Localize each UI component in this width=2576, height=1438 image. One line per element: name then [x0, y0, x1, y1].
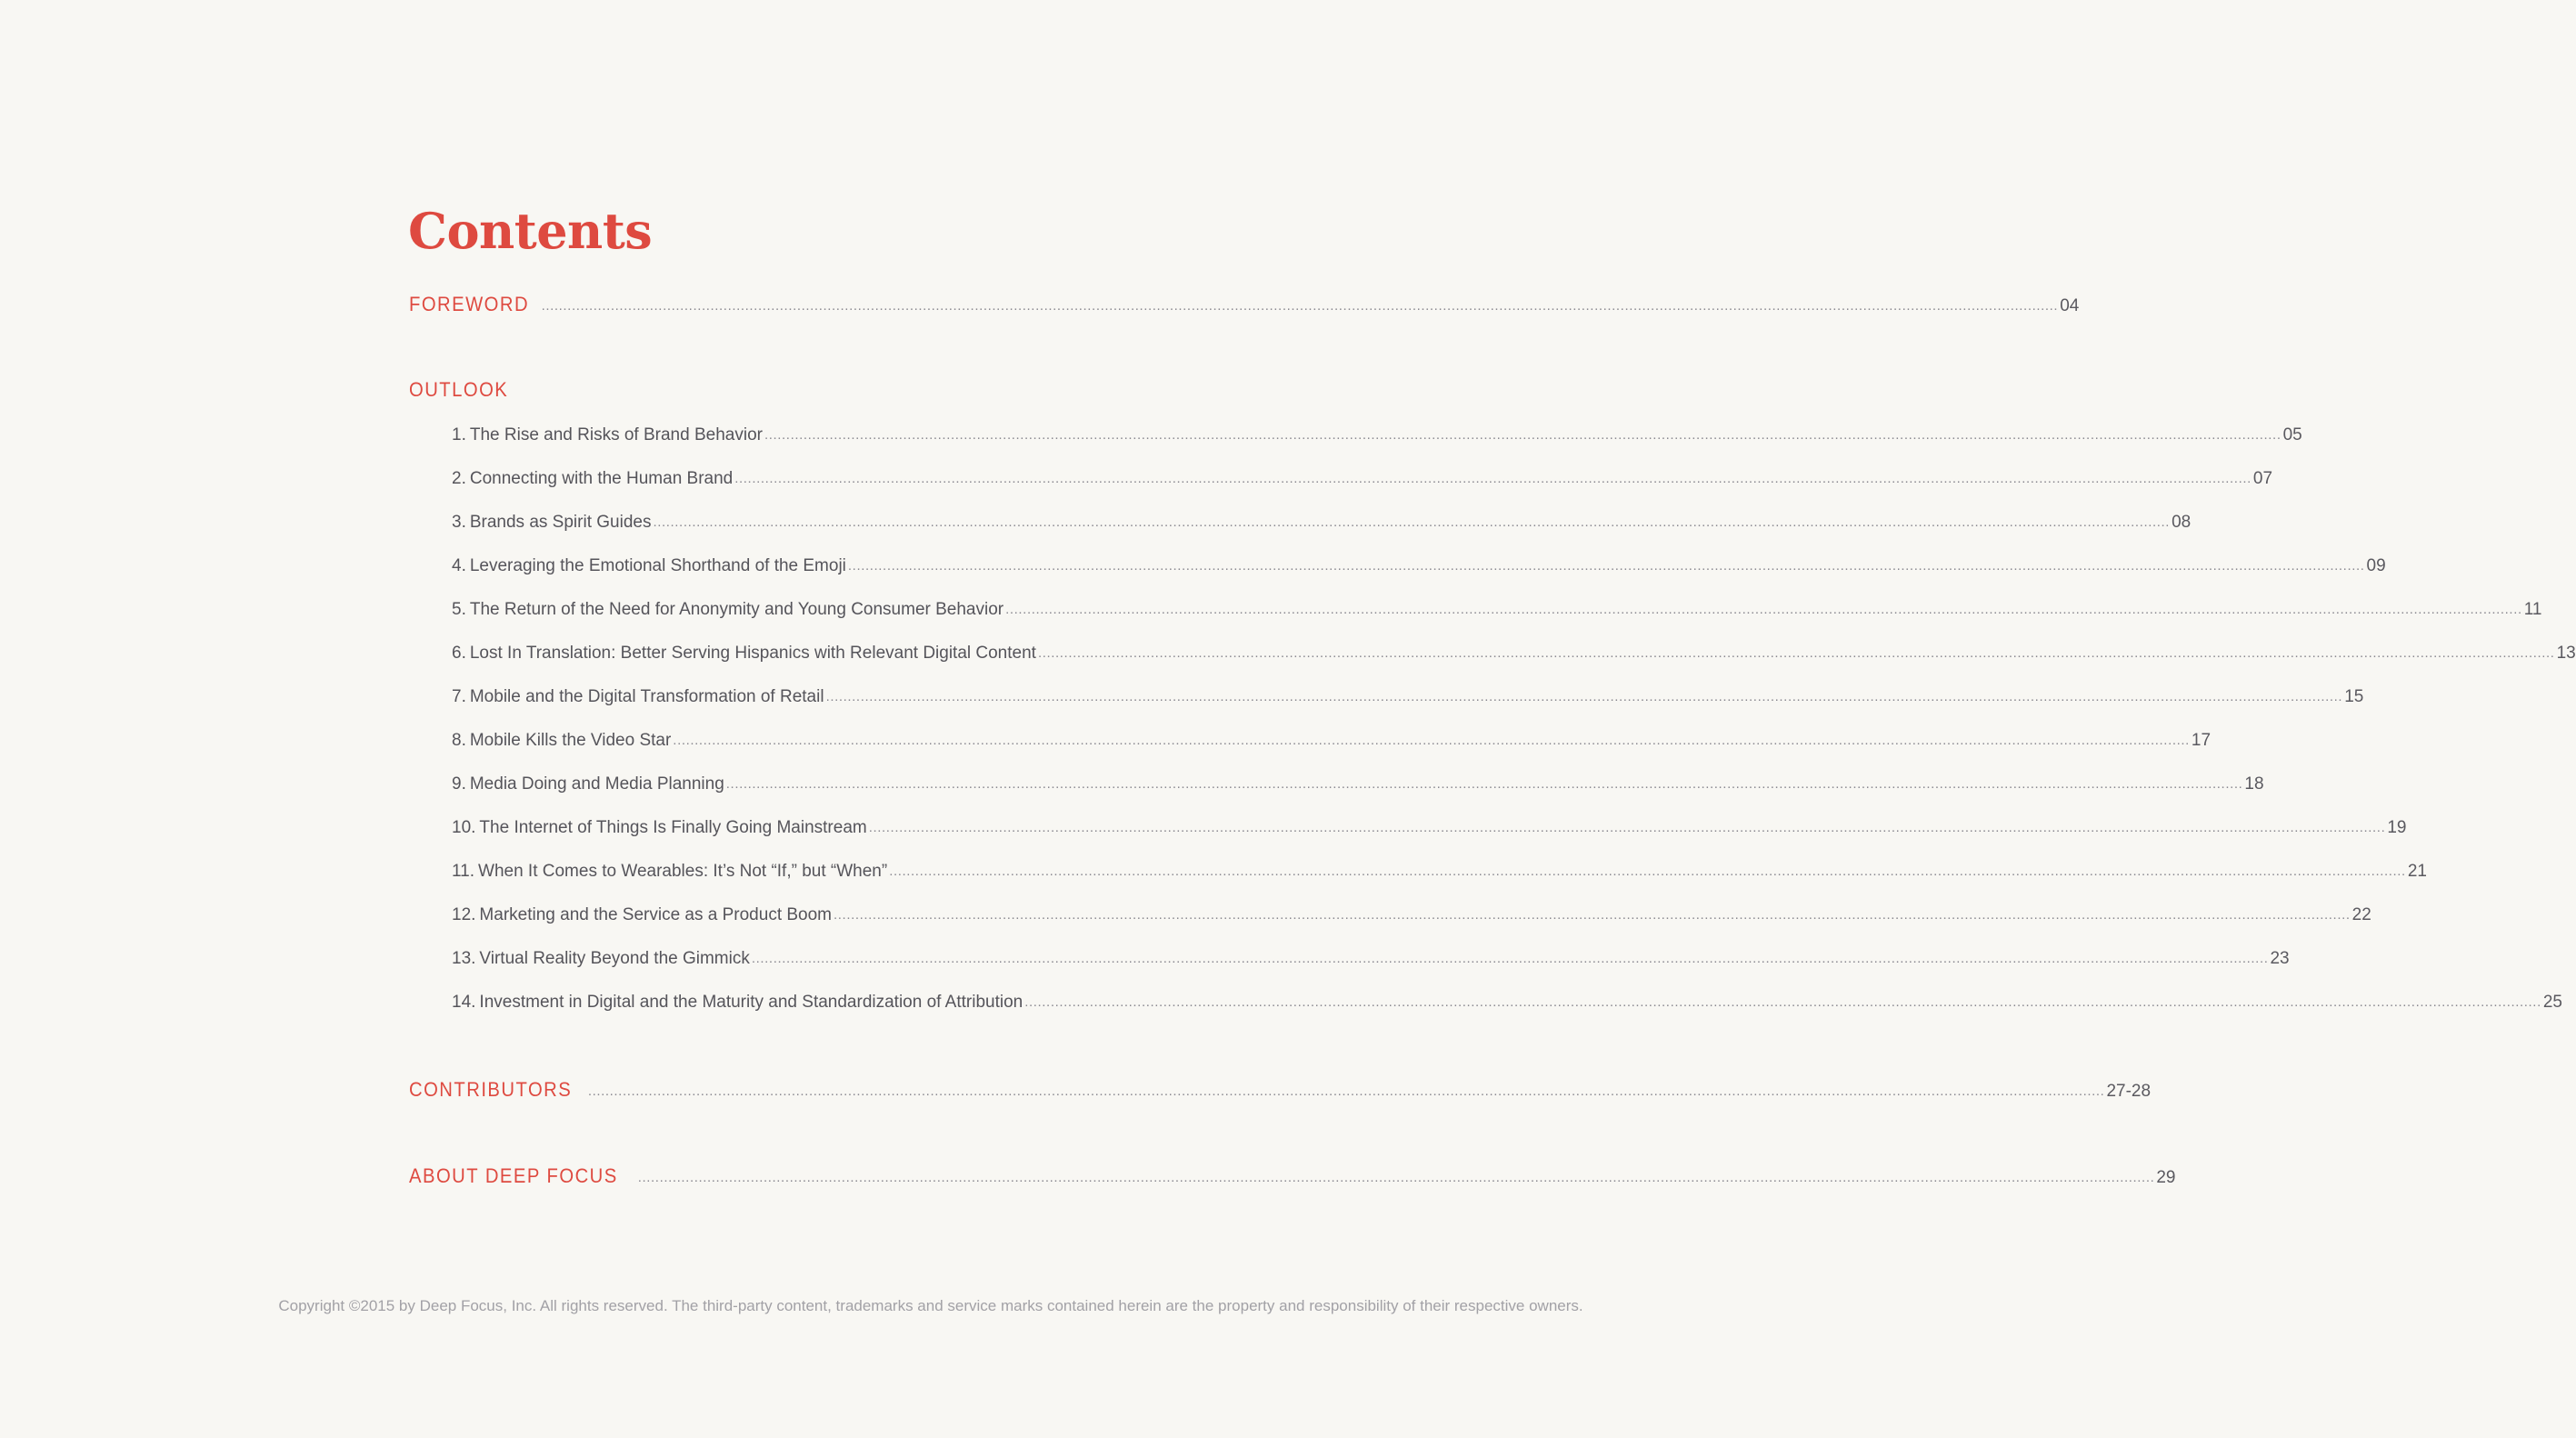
entry-label: [452, 597, 1003, 623]
entry-number: 11.: [452, 862, 475, 881]
section-label: ABOUT DEEP FOCUS: [409, 1164, 618, 1187]
dot-leader: ..............................................................................................................................................................................................................................................................................................................................................................: [734, 471, 2252, 486]
entry-title: Marketing and the Service as a Product Boom: [479, 905, 833, 924]
entry-number: 4.: [452, 556, 466, 575]
dot-leader: ..............................................................................................................................................................................................................................................................................................................................................................: [587, 1083, 2105, 1099]
section-label: OUTLOOK: [409, 378, 509, 401]
page-number: 18: [2244, 774, 2264, 794]
toc-entry[interactable]: [452, 554, 2386, 579]
entry-label: [452, 510, 651, 535]
entry-title: Mobile Kills the Video Star: [469, 731, 672, 750]
toc-entry[interactable]: [452, 728, 2212, 754]
entry-label: [452, 641, 1036, 666]
entry-number: 7.: [452, 687, 466, 706]
dot-leader: ..............................................................................................................................................................................................................................................................................................................................................................: [1037, 645, 2555, 661]
entry-title: Mobile and the Digital Transformation of Retail: [469, 687, 824, 706]
page-number: 19: [2387, 818, 2407, 837]
page-number: 27-28: [2106, 1082, 2152, 1101]
dot-leader: ..............................................................................................................................................................................................................................................................................................................................................................: [868, 820, 2386, 835]
toc-section-about[interactable]: [409, 1163, 2176, 1190]
dot-leader: ..............................................................................................................................................................................................................................................................................................................................................................: [825, 689, 2343, 704]
entry-title: Investment in Digital and the Maturity and Standardization of Attribution: [479, 993, 1023, 1012]
entry-label: [452, 990, 1023, 1015]
toc-entry[interactable]: [452, 772, 2264, 797]
entry-number: 12.: [452, 905, 476, 924]
entry-number: 13.: [452, 949, 476, 968]
entry-label: [452, 946, 750, 972]
entry-number: 5.: [452, 600, 466, 619]
dot-leader: ..............................................................................................................................................................................................................................................................................................................................................................: [673, 733, 2190, 748]
entry-title: Connecting with the Human Brand: [469, 469, 734, 488]
page-number: 21: [2407, 862, 2427, 881]
entry-label: [452, 903, 832, 928]
toc-entry[interactable]: [452, 466, 2273, 492]
toc-entry[interactable]: [452, 597, 2542, 623]
page-number: 08: [2172, 513, 2192, 532]
entry-title: Brands as Spirit Guides: [469, 513, 652, 532]
page-number: 09: [2366, 556, 2386, 575]
entry-label: [452, 554, 846, 579]
entry-label: [452, 815, 867, 841]
toc-section-outlook: [409, 376, 1445, 404]
toc-entry[interactable]: [452, 903, 2371, 928]
toc-entry[interactable]: [452, 815, 2407, 841]
toc-entry[interactable]: [452, 859, 2427, 884]
toc-entry[interactable]: [452, 684, 2364, 710]
page-number: 22: [2351, 905, 2371, 924]
entry-number: 1.: [452, 425, 466, 444]
page-number: 29: [2156, 1168, 2176, 1187]
entry-title: The Internet of Things Is Finally Going Mainstream: [479, 818, 867, 837]
entry-number: 6.: [452, 644, 466, 663]
toc-entry[interactable]: [452, 990, 2562, 1015]
dot-leader: ..............................................................................................................................................................................................................................................................................................................................................................: [764, 427, 2281, 443]
page-number: 05: [2282, 425, 2302, 444]
entry-title: The Rise and Risks of Brand Behavior: [469, 425, 763, 444]
dot-leader: ..............................................................................................................................................................................................................................................................................................................................................................: [834, 907, 2351, 923]
entry-number: 9.: [452, 774, 466, 794]
entry-number: 3.: [452, 513, 466, 532]
toc-section-foreword[interactable]: [409, 291, 2080, 318]
entry-title: Lost In Translation: Better Serving Hispanics with Relevant Digital Content: [469, 644, 1036, 663]
section-label: FOREWORD: [409, 293, 530, 315]
page-number: 15: [2344, 687, 2364, 706]
dot-leader: ..............................................................................................................................................................................................................................................................................................................................................................: [1024, 994, 2541, 1010]
page-number: 04: [2060, 296, 2080, 315]
toc-entry[interactable]: [452, 423, 2302, 448]
entry-number: 10.: [452, 818, 476, 837]
entry-label: [452, 423, 763, 448]
dot-leader: ..............................................................................................................................................................................................................................................................................................................................................................: [1005, 602, 2522, 617]
dot-leader: ..............................................................................................................................................................................................................................................................................................................................................................: [653, 514, 2171, 530]
entry-number: 8.: [452, 731, 466, 750]
entry-label: [452, 728, 671, 754]
dot-leader: ..............................................................................................................................................................................................................................................................................................................................................................: [725, 776, 2243, 792]
entry-number: 2.: [452, 469, 466, 488]
entry-title: The Return of the Need for Anonymity and Young Consumer Behavior: [469, 600, 1004, 619]
page-number: 25: [2542, 993, 2562, 1012]
entry-title: Media Doing and Media Planning: [469, 774, 724, 794]
entry-label: [452, 684, 824, 710]
entry-title: When It Comes to Wearables: It’s Not “If,” but “When”: [478, 862, 888, 881]
toc-section-contributors[interactable]: [409, 1076, 2152, 1103]
entry-number: 14.: [452, 993, 476, 1012]
section-label: CONTRIBUTORS: [409, 1078, 573, 1101]
copyright-notice: Copyright ©2015 by Deep Focus, Inc. All rights reserved. The third-party content, trademarks and service marks contained herein are the property and responsibility of their respective owners.: [278, 1297, 1583, 1314]
entry-title: Leveraging the Emotional Shorthand of the Emoji: [469, 556, 846, 575]
dot-leader: ..............................................................................................................................................................................................................................................................................................................................................................: [847, 558, 2365, 574]
dot-leader: ..............................................................................................................................................................................................................................................................................................................................................................: [889, 864, 2406, 879]
page-number: 13: [2556, 644, 2576, 663]
page-number: 17: [2191, 731, 2212, 750]
page-title: Contents: [408, 202, 653, 260]
entry-label: [452, 772, 724, 797]
toc-entry[interactable]: [452, 510, 2192, 535]
dot-leader: ..............................................................................................................................................................................................................................................................................................................................................................: [751, 951, 2269, 966]
page-number: 23: [2270, 949, 2290, 968]
toc-entry[interactable]: [452, 641, 2576, 666]
entry-label: [452, 466, 733, 492]
dot-leader: ..............................................................................................................................................................................................................................................................................................................................................................: [637, 1170, 2155, 1185]
toc-entry[interactable]: [452, 946, 2290, 972]
page-number: 07: [2252, 469, 2273, 488]
entry-title: Virtual Reality Beyond the Gimmick: [479, 949, 750, 968]
entry-label: [452, 859, 887, 884]
dot-leader: ..............................................................................................................................................................................................................................................................................................................................................................: [541, 298, 2059, 314]
page-number: 11: [2523, 600, 2542, 619]
